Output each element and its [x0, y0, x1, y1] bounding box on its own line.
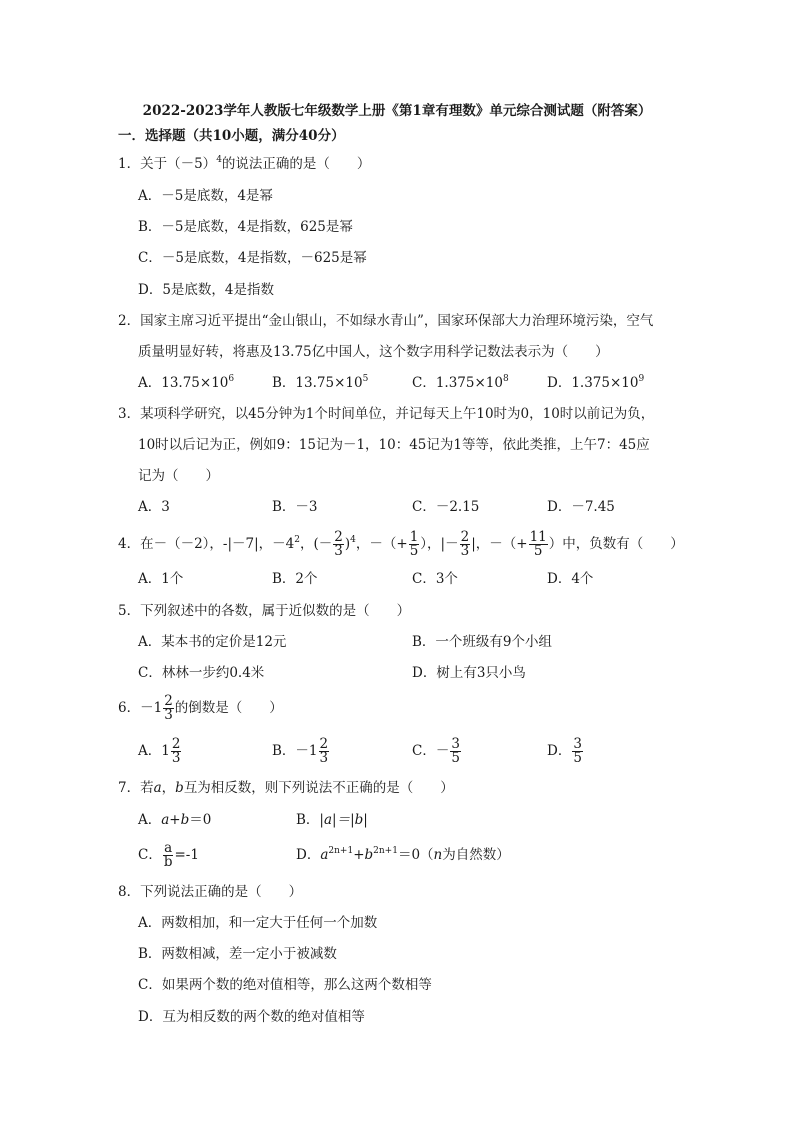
question-6-option-b: B．－1 $\frac{2}{3}$ [272, 736, 329, 766]
question-1-option-b: B．－5是底数，4是指数，625是幂 [138, 219, 353, 235]
question-1-option-a: A．－5是底数，4是幂 [138, 188, 273, 204]
question-5-stem: 5．下列叙述中的各数，属于近似数的是（ ） [118, 603, 411, 619]
fraction: $\frac{a}{b}$ [163, 840, 173, 870]
question-4-option-d: D．4个 [547, 571, 594, 587]
document-title: 2022-2023学年人教版七年级数学上册《第1章有理数》单元综合测试题（附答案） [142, 103, 652, 119]
question-8-option-d: D．互为相反数的两个数的绝对值相等 [138, 1009, 365, 1025]
question-2-stem-line2: 质量明显好转，将惠及13.75亿中国人，这个数字用科学记数法表示为（ ） [138, 344, 609, 360]
question-6-option-c: C．－ $\frac{3}{5}$ [412, 736, 460, 766]
question-5-option-d: D．树上有3只小鸟 [412, 665, 526, 681]
section-heading: 一．选择题（共10小题，满分40分） [118, 128, 345, 144]
question-8-option-c: C．如果两个数的绝对值相等，那么这两个数相等 [138, 977, 432, 993]
question-7-stem: 7．若a，b互为相反数，则下列说法不正确的是（ ） [118, 780, 454, 796]
question-5-option-b: B．一个班级有9个小组 [412, 634, 553, 650]
question-1-option-c: C．－5是底数，4是指数，－625是幂 [138, 250, 367, 266]
question-2-option-d: D．$1.375\times 10^9$ [547, 374, 645, 391]
question-4-stem: 4．在－（－2），-|－7|，$-4^2$，(－ $\frac{2}{3}$ )$^4$，－（+ $\frac{1}{5}$ ），|－ $\frac{2}{3}$ |，－（+ $\frac{11}{5}$ ）中，负数有（ ） [118, 529, 684, 559]
question-1-stem: 1．关于$(-5)^4$的说法正确的是（ ） [118, 155, 371, 172]
fraction: $\frac{3}{5}$ [451, 736, 460, 766]
question-8-option-a: A．两数相加，和一定大于任何一个加数 [138, 915, 378, 931]
question-7-option-d: D．$a^{2n+1}+b^{2n+1}=0(n$为自然数） [296, 846, 510, 863]
fraction: $\frac{2}{3}$ [319, 736, 329, 766]
question-6-stem: 6．－1 $\frac{2}{3}$ 的倒数是（ ） [118, 693, 283, 723]
fraction: $\frac{3}{5}$ [573, 736, 582, 766]
fraction: $\frac{2}{3}$ [164, 693, 173, 723]
question-5-option-c: C．林林一步约0.4米 [138, 665, 265, 681]
question-2-stem-line1: 2．国家主席习近平提出“金山银山，不如绿水青山”，国家环保部大力治理环境污染，空气 [118, 313, 654, 329]
fraction: $\frac{1}{5}$ [409, 529, 419, 559]
question-4-option-a: A．1个 [138, 571, 184, 587]
fraction: $\frac{2}{3}$ [171, 736, 181, 766]
question-2-option-a: A．$13.75\times 10^6$ [138, 374, 235, 391]
fraction: $\frac{2}{3}$ [460, 529, 470, 559]
question-7-option-c: C． $\frac{a}{b}$ =-1 [138, 840, 199, 870]
question-3-option-d: D．－7.45 [547, 499, 615, 515]
question-4-option-b: B．2个 [272, 571, 318, 587]
question-2-option-b: B．$13.75\times 10^5$ [272, 374, 369, 391]
question-3-stem-line2: 10时以后记为正，例如9：15记为－1，10：45记为1等等，依此类推，上午7：45应 [138, 437, 650, 453]
question-6-option-a: A．1 $\frac{2}{3}$ [138, 736, 181, 766]
question-8-stem: 8．下列说法正确的是（ ） [118, 884, 303, 900]
question-6-option-d: D． $\frac{3}{5}$ [547, 736, 582, 766]
question-3-stem-line1: 3．某项科学研究，以45分钟为1个时间单位，并记每天上午10时为0，10时以前记为负， [118, 406, 655, 422]
question-7-option-b: B．|a|＝|b| [296, 812, 368, 828]
question-8-option-b: B．两数相减，差一定小于被减数 [138, 946, 337, 962]
question-2-option-c: C．$1.375\times 10^8$ [412, 374, 509, 391]
question-3-option-c: C．－2.15 [412, 499, 480, 515]
question-4-option-c: C．3个 [412, 571, 458, 587]
question-3-stem-line3: 记为（ ） [138, 468, 219, 484]
fraction: $\frac{11}{5}$ [529, 529, 547, 559]
question-3-option-b: B．－3 [272, 499, 318, 515]
question-1-option-d: D．5是底数，4是指数 [138, 282, 275, 298]
question-7-option-a: A．a+b＝0 [138, 812, 212, 828]
fraction: $\frac{2}{3}$ [334, 529, 343, 559]
question-5-option-a: A．某本书的定价是12元 [138, 634, 287, 650]
question-3-option-a: A．3 [138, 499, 170, 515]
